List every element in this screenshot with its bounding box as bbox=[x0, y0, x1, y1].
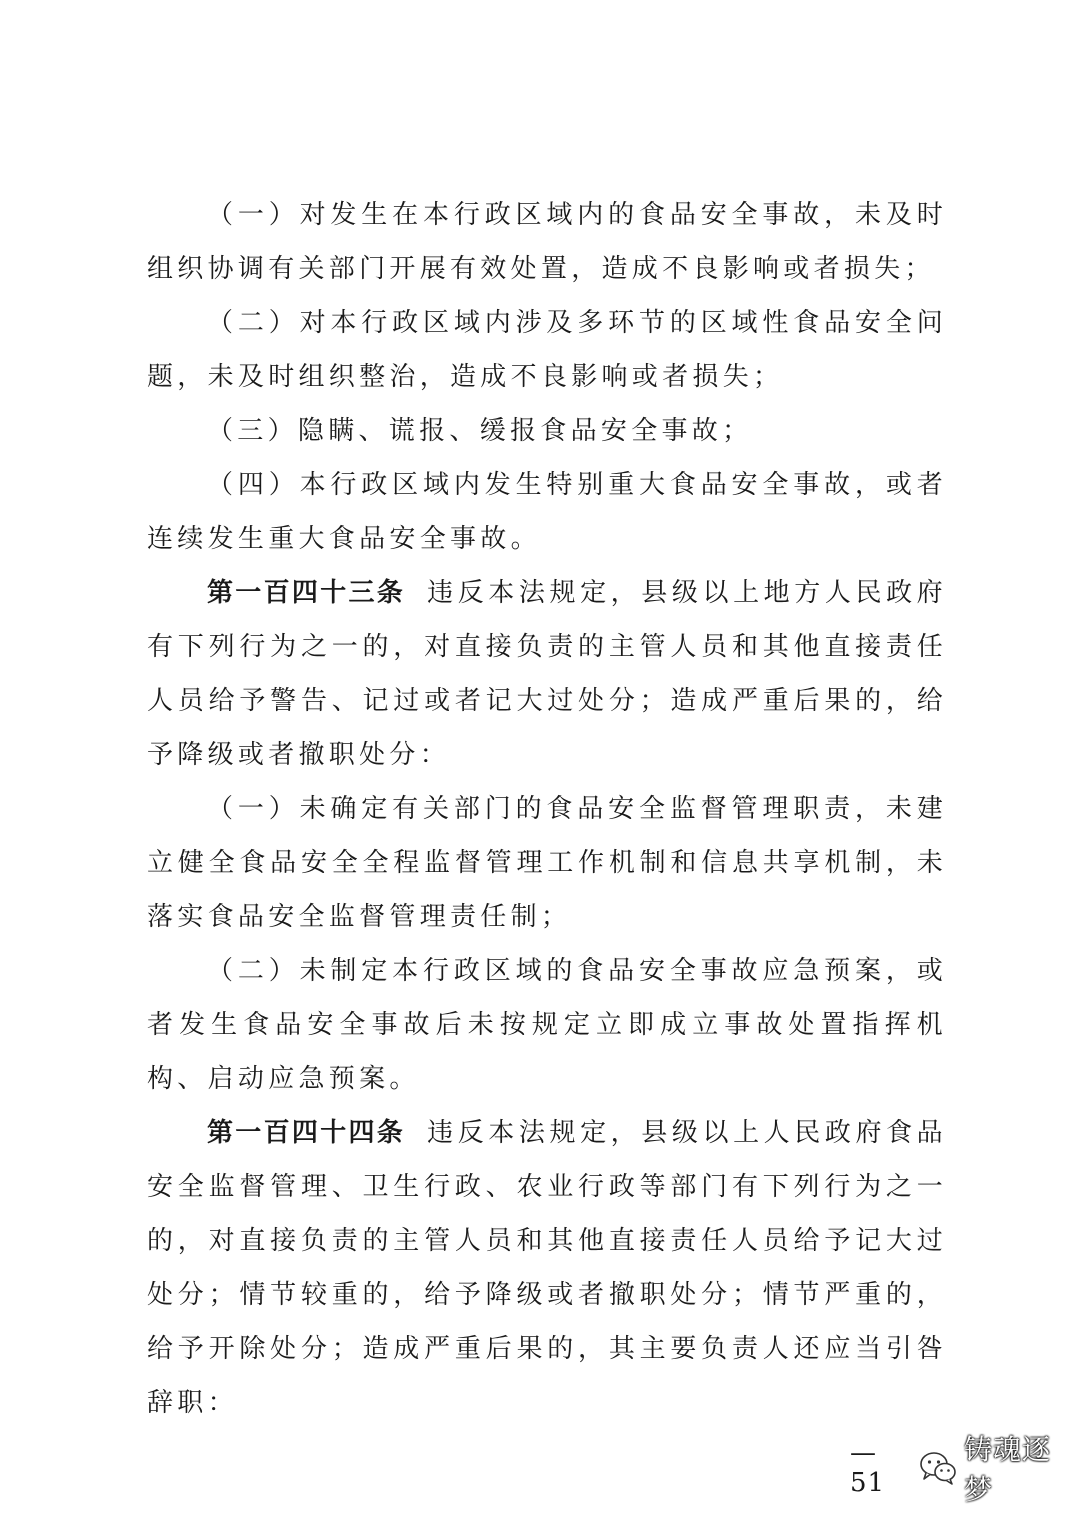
paragraph-2 bbox=[147, 296, 947, 404]
paragraph-text: 违反本法规定，县级以上地方人民政府有下列行为之一的，对直接负责的主管人员和其他直接责任人员给予警告、记过或者记大过处分；造成严重后果的，给予降级或者撤职处分： bbox=[147, 578, 947, 770]
watermark bbox=[918, 1428, 1080, 1508]
paragraph-4 bbox=[147, 458, 947, 566]
page-number: —51 bbox=[850, 1438, 886, 1498]
page-footer bbox=[850, 1433, 1080, 1506]
article-144 bbox=[147, 1106, 947, 1430]
watermark-text: 铸魂逐梦 bbox=[964, 1433, 1052, 1506]
paragraph-text: （一）未确定有关部门的食品安全监督管理职责，未建立健全食品安全全程监督管理工作机制和信息共享机制，未落实食品安全监督管理责任制； bbox=[147, 794, 947, 932]
paragraph-3 bbox=[147, 404, 947, 458]
paragraph-text: （二）未制定本行政区域的食品安全事故应急预案，或者发生食品安全事故后未按规定立即成立事故处置指挥机构、启动应急预案。 bbox=[147, 956, 947, 1094]
paragraph-text: 违反本法规定，县级以上人民政府食品安全监督管理、卫生行政、农业行政等部门有下列行为之一的，对直接负责的主管人员和其他直接责任人员给予记大过处分；情节较重的，给予降级或者撤职处分；情节严重的，给予开除处分；造成严重后果的，其主要负责人还应当引咎辞职： bbox=[147, 1118, 947, 1418]
paragraph-7 bbox=[147, 944, 947, 1106]
paragraph-text: （二）对本行政区域内涉及多环节的区域性食品安全问题，未及时组织整治，造成不良影响或者损失； bbox=[147, 308, 947, 392]
article-title: 第一百四十四条 bbox=[207, 1118, 406, 1148]
paragraph-text: （一）对发生在本行政区域内的食品安全事故，未及时组织协调有关部门开展有效处置，造成不良影响或者损失； bbox=[147, 200, 947, 284]
paragraph-text: （四）本行政区域内发生特别重大食品安全事故，或者连续发生重大食品安全事故。 bbox=[147, 470, 947, 554]
paragraph-text: （三）隐瞒、谎报、缓报食品安全事故； bbox=[207, 416, 753, 446]
article-143 bbox=[147, 566, 947, 782]
paragraph-1 bbox=[147, 188, 947, 296]
paragraph-6 bbox=[147, 782, 947, 944]
article-title: 第一百四十三条 bbox=[207, 578, 406, 608]
wechat-icon bbox=[918, 1450, 958, 1486]
document-body bbox=[147, 188, 947, 1430]
